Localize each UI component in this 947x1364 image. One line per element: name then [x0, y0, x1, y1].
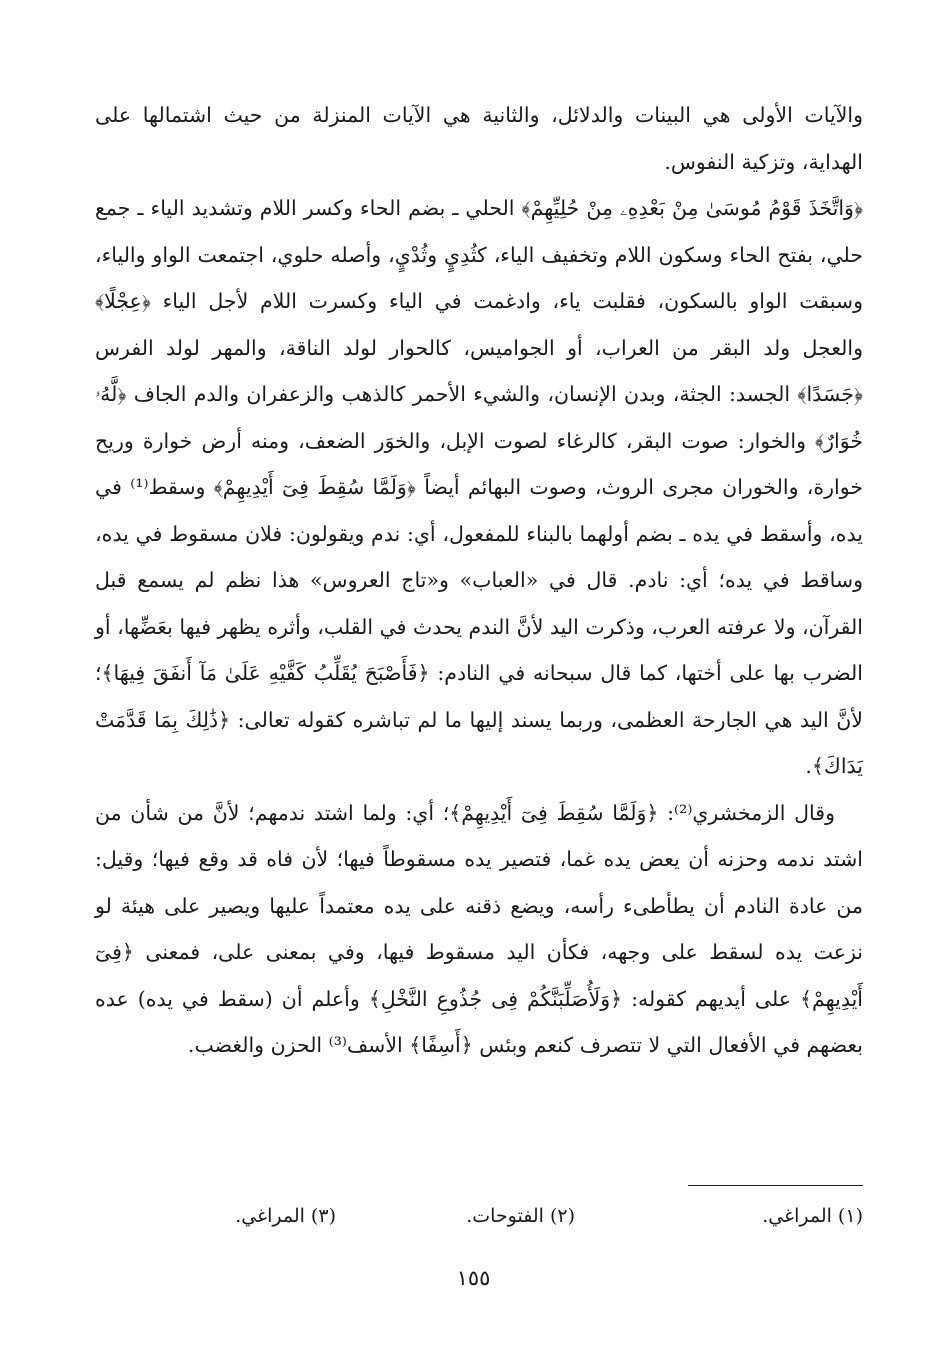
main-text [95, 92, 863, 1069]
footnote-1: (١) المراغي. [762, 1205, 863, 1227]
page-number: ١٥٥ [456, 1266, 491, 1290]
paragraph-2: ﴿وَاتَّخَذَ قَوْمُ مُوسَىٰ مِنْ بَعْدِهِۦ مِنْ حُلِيِّهِمْ﴾ الحلي ـ بضم الحاء وكسر اللام وتشديد الياء ـ جمع حلي، بفتح الحاء وسكون اللام وتخفيف الياء، كثُدِيٍ وثُدْيٍ، وأصله حلوي، اجتمعت الواو والياء، وسبقت الواو بالسكون، فقلبت ياء، وادغمت في الياء وكسرت اللام لأجل الياء ﴿عِجْلًا﴾ والعجل ولد البقر من العراب، أو الجواميس، كالحوار لولد الناقة، والمهر لولد الفرس ﴿جَسَدًا﴾ الجسد: الجثة، وبدن الإنسان، والشيء الأحمر كالذهب والزعفران والدم الجاف ﴿لَّهُۥ خُوَارٌ﴾ والخوار: صوت البقر، كالرغاء لصوت الإبل، والخوَر الضعف، ومنه أرض خوارة وريح خوارة، والخوران مجرى الروث، وصوت البهائم أيضاً ﴿وَلَمَّا سُقِطَ فِىٓ أَيْدِيهِمْ﴾ وسقط⁽¹⁾ في يده، وأسقط في يده ـ بضم أولهما بالبناء للمفعول، أي: ندم ويقولون: فلان مسقوط في يده، وساقط في يده؛ أي: نادم. قال في «العباب» و«تاج العروس» هذا نظم لم يسمع قبل القرآن، ولا عرفته العرب، وذكرت اليد لأنَّ الندم يحدث في القلب، وأثره يظهر فيها بعَضِّها، أو الضرب بها على أختها، كما قال سبحانه في النادم: ﴿فَأَصْبَحَ يُقَلِّبُ كَفَّيْهِ عَلَىٰ مَآ أَنفَقَ فِيهَا﴾؛ لأنَّ اليد هي الجارحة العظمى، وربما يسند إليها ما لم تباشره كقوله تعالى: ﴿ذَٰلِكَ بِمَا قَدَّمَتْ يَدَاكَ﴾. [95, 196, 863, 778]
footnotes [95, 1196, 863, 1236]
footnote-separator [688, 1185, 863, 1186]
footnote-2: (٢) الفتوحات. [466, 1205, 575, 1227]
paragraph-1: والآيات الأولى هي البينات والدلائل، والثانية هي الآيات المنزلة من حيث اشتمالها على الهداية، وتزكية النفوس. [95, 103, 863, 174]
paragraph-3: وقال الزمخشري⁽²⁾: ﴿وَلَمَّا سُقِطَ فِىٓ أَيْدِيهِمْ﴾؛ أي: ولما اشتد ندمهم؛ لأنَّ من شأن من اشتد ندمه وحزنه أن يعض يده غما، فتصير يده مسقوطاً فيها؛ لأن فاه قد وقع فيها؛ وقيل: من عادة النادم أن يطأطىء رأسه، ويضع ذقنه على يده معتمداً عليها ويصير على هيئة لو نزعت يده لسقط على وجهه، فكأن اليد مسقوط فيها، وفي بمعنى على، فمعنى ﴿فِىٓ أَيْدِيهِمْ﴾ على أيديهم كقوله: ﴿وَلَأُصَلِّبَنَّكُمْ فِى جُذُوعِ النَّخْلِ﴾ وأعلم أن (سقط في يده) عده بعضهم في الأفعال التي لا تتصرف كنعم وبئس ﴿أَسِفًا﴾ الأسف⁽³⁾ الحزن والغضب. [95, 800, 863, 1057]
footnote-3: (٣) المراغي. [235, 1205, 336, 1227]
